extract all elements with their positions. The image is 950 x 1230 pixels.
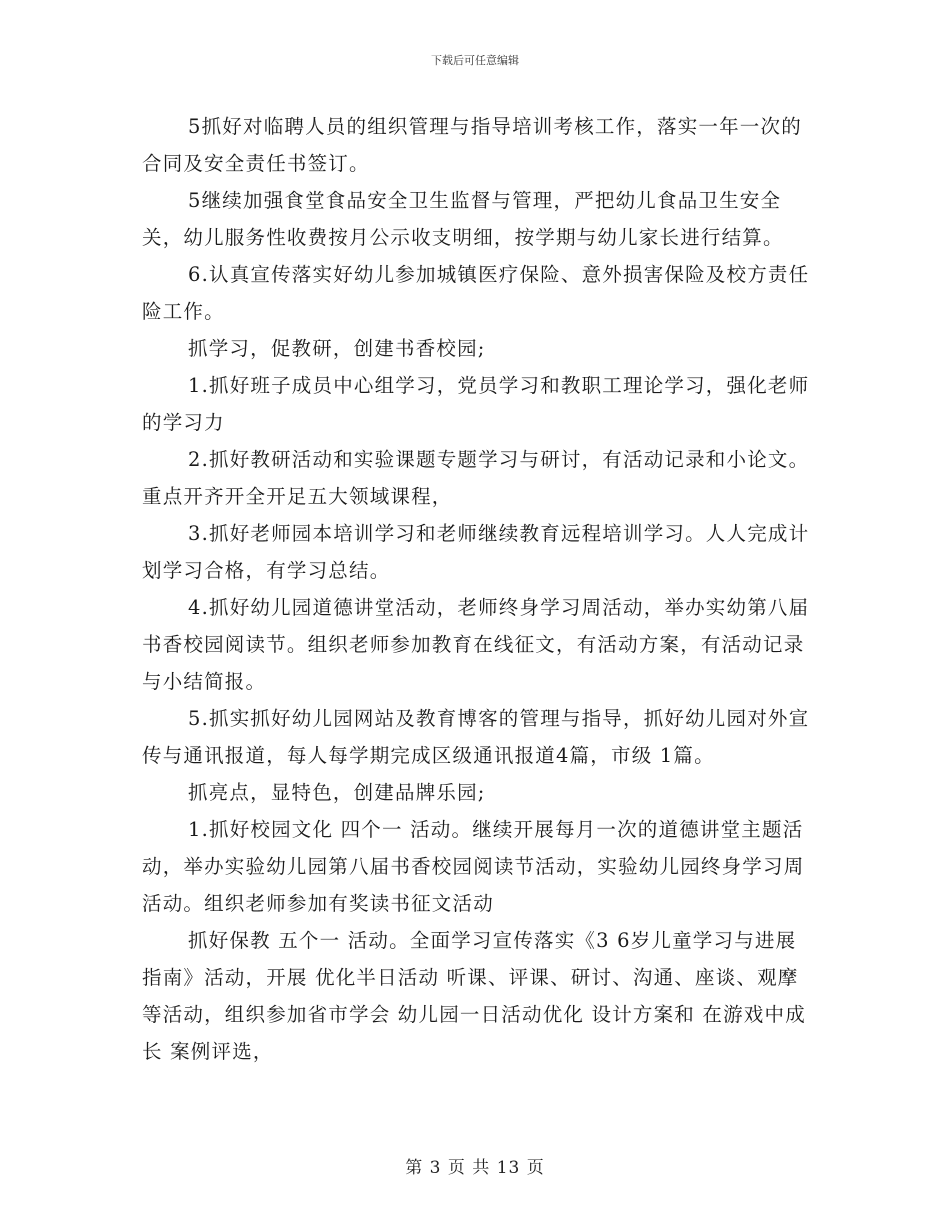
document-body xyxy=(142,108,814,1070)
paragraph: 2.抓好教研活动和实验课题专题学习与研讨，有活动记录和小论文。重点开齐开全开足五大领域课程， xyxy=(142,448,810,508)
paragraph: 6.认真宣传落实好幼儿参加城镇医疗保险、意外损害保险及校方责任险工作。 xyxy=(142,263,810,323)
page-footer: 第 3 页 共 13 页 xyxy=(405,1158,545,1178)
paragraph: 5.抓实抓好幼儿园网站及教育博客的管理与指导，抓好幼儿园对外宣传与通讯报道，每人每学期完成区级通讯报道4篇，市级 1篇。 xyxy=(142,707,810,767)
paragraph: 抓好保教 五个一 活动。全面学习宣传落实《3 6岁儿童学习与进展指南》活动，开展 优化半日活动 听课、评课、研讨、沟通、座谈、观摩等活动，组织参加省市学会 幼儿园一日活动优化 设计方案和 在游戏中成长 案例评选， xyxy=(142,929,806,1063)
section-heading: 抓亮点，显特色，创建品牌乐园; xyxy=(188,781,486,804)
paragraph: 3.抓好老师园本培训学习和老师继续教育远程培训学习。人人完成计划学习合格，有学习总结。 xyxy=(142,522,810,582)
paragraph: 1.抓好校园文化 四个一 活动。继续开展每月一次的道德讲堂主题活动，举办实验幼儿园第八届书香校园阅读节活动，实验幼儿园终身学习周活动。组织老师参加有奖读书征文活动 xyxy=(142,818,805,915)
paragraph: 4.抓好幼儿园道德讲堂活动，老师终身学习周活动，举办实幼第八届书香校园阅读节。组织老师参加教育在线征文，有活动方案，有活动记录与小结简报。 xyxy=(142,596,810,693)
paragraph: 1.抓好班子成员中心组学习，党员学习和教职工理论学习，强化老师的学习力 xyxy=(142,374,810,434)
paragraph: 5继续加强食堂食品安全卫生监督与管理，严把幼儿食品卫生安全关，幼儿服务性收费按月公示收支明细，按学期与幼儿家长进行结算。 xyxy=(142,189,784,249)
page-header: 下载后可任意编辑 xyxy=(431,54,519,67)
section-heading: 抓学习，促教研，创建书香校园; xyxy=(188,337,486,360)
paragraph: 5抓好对临聘人员的组织管理与指导培训考核工作，落实一年一次的合同及安全责任书签订。 xyxy=(142,115,802,175)
